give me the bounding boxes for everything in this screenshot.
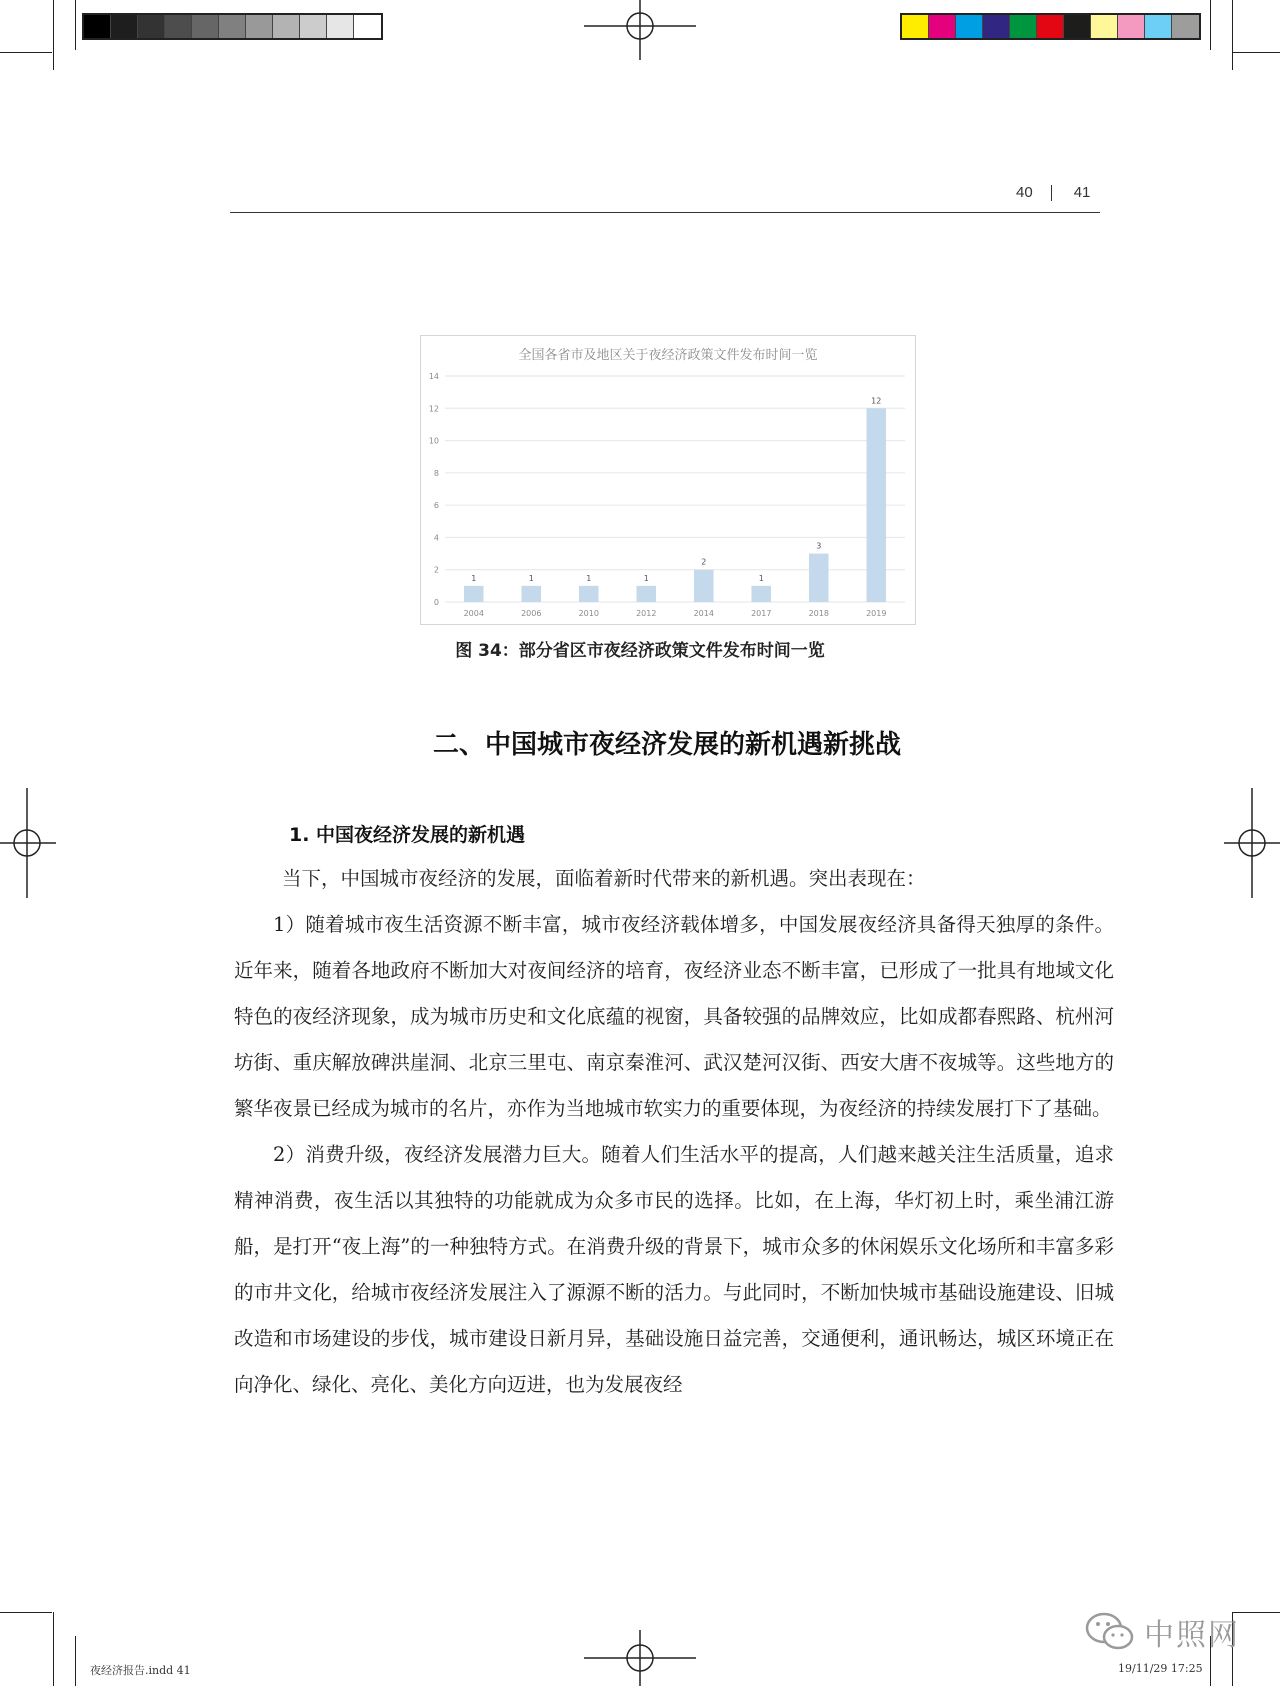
paragraph: 2）消费升级，夜经济发展潜力巨大。随着人们生活水平的提高，人们越来越关注生活质量，追求精神消费，夜生活以其独特的功能就成为众多市民的选择。比如，在上海，华灯初上时，乘坐浦江游船，是打开“夜上海”的一种独特方式。在消费升级的背景下，城市众多的休闲娱乐文化场所和丰富多彩的市井文化，给城市夜经济发展注入了源源不断的活力。与此同时，不断加快城市基础设施建设、旧城改造和市场建设的步伐，城市建设日新月异，基础设施日益完善，交通便利，通讯畅达，城区环境正在向净化、绿化、亮化、美化方向迈进，也为发展夜经 (234, 1143, 1114, 1396)
color-swatch (902, 15, 929, 38)
wechat-icon (1084, 1610, 1136, 1654)
y-tick-label: 8 (433, 468, 439, 478)
color-swatch (246, 15, 273, 38)
color-swatch (1145, 15, 1172, 38)
crop-mark (53, 0, 54, 70)
color-swatch (929, 15, 956, 38)
data-label: 1 (758, 573, 764, 583)
sub-title: 1. 中国夜经济发展的新机遇 (289, 824, 526, 846)
bar (694, 570, 714, 602)
watermark-text: 中照网 (1144, 1618, 1240, 1653)
color-swatch (1091, 15, 1118, 38)
page-number-right: 41 (1073, 184, 1091, 201)
bar-chart (420, 335, 916, 625)
data-label: 3 (816, 541, 822, 551)
color-swatch (1010, 15, 1037, 38)
y-tick-label: 14 (428, 372, 439, 381)
color-swatch (983, 15, 1010, 38)
color-swatch (273, 15, 300, 38)
footer-file-info: 夜经济报告.indd 41 (90, 1664, 191, 1677)
section-title: 二、中国城市夜经济发展的新机遇新挑战 (432, 730, 901, 760)
page-number-separator (1051, 185, 1052, 201)
crop-mark (53, 1612, 54, 1686)
y-tick-label: 0 (433, 598, 439, 607)
registration-mark-left (0, 788, 56, 898)
color-swatch (1118, 15, 1145, 38)
x-tick-label: 2012 (636, 609, 657, 618)
chart-title: 全国各省市及地区关于夜经济政策文件发布时间一览 (518, 348, 818, 363)
bar (866, 408, 886, 602)
crop-mark (1210, 0, 1211, 50)
bar (521, 586, 541, 602)
color-swatch (111, 15, 138, 38)
crop-mark (0, 1612, 52, 1613)
color-swatch (192, 15, 219, 38)
y-tick-label: 10 (428, 436, 439, 446)
crop-mark (1232, 52, 1280, 53)
gray-color-bar (82, 13, 383, 40)
header-rule (230, 212, 1100, 213)
x-tick-label: 2018 (808, 609, 829, 618)
color-swatch (165, 15, 192, 38)
figure-caption: 图 34：部分省区市夜经济政策文件发布时间一览 (455, 641, 825, 661)
x-tick-label: 2017 (751, 609, 772, 618)
color-swatch (1064, 15, 1091, 38)
x-tick-label: 2006 (521, 609, 542, 618)
watermark (1084, 1610, 1240, 1654)
color-bar (900, 13, 1201, 40)
y-tick-label: 2 (433, 565, 439, 575)
color-swatch (219, 15, 246, 38)
color-swatch (1037, 15, 1064, 38)
y-tick-label: 4 (433, 533, 439, 543)
x-tick-label: 2019 (866, 609, 887, 618)
registration-mark-top (584, 0, 696, 60)
bar (751, 586, 771, 602)
registration-mark-bottom (584, 1630, 696, 1686)
body-text (234, 856, 1114, 1408)
bar (579, 586, 599, 602)
crop-mark (75, 1636, 76, 1686)
y-tick-label: 12 (428, 404, 439, 414)
page-number-left: 40 (1016, 184, 1033, 201)
data-label: 1 (528, 573, 534, 583)
color-swatch (354, 15, 381, 38)
bar (809, 554, 829, 602)
crop-mark (0, 52, 52, 53)
color-swatch (1172, 15, 1199, 38)
bar (636, 586, 656, 602)
data-label: 1 (586, 573, 592, 583)
paragraph: 1）随着城市夜生活资源不断丰富，城市夜经济载体增多，中国发展夜经济具备得天独厚的条件。近年来，随着各地政府不断加大对夜间经济的培育，夜经济业态不断丰富，已形成了一批具有地域文化特色的夜经济现象，成为城市历史和文化底蕴的视窗，具备较强的品牌效应，比如成都春熙路、杭州河坊街、重庆解放碑洪崖洞、北京三里屯、南京秦淮河、武汉楚河汉街、西安大唐不夜城等。这些地方的繁华夜景已经成为城市的名片，亦作为当地城市软实力的重要体现，为夜经济的持续发展打下了基础。 (234, 913, 1114, 1120)
crop-mark (75, 0, 76, 50)
data-label: 1 (643, 573, 649, 583)
data-label: 1 (471, 573, 477, 583)
color-swatch (138, 15, 165, 38)
x-tick-label: 2014 (693, 609, 714, 618)
bar-chart-plot (421, 336, 915, 624)
color-swatch (956, 15, 983, 38)
color-swatch (84, 15, 111, 38)
footer-timestamp: 19/11/29 17:25 (1118, 1662, 1203, 1675)
registration-mark-right (1224, 788, 1280, 898)
color-swatch (300, 15, 327, 38)
y-tick-label: 6 (433, 501, 439, 511)
x-tick-label: 2010 (578, 609, 599, 618)
data-label: 2 (701, 557, 707, 567)
data-label: 12 (871, 396, 882, 406)
color-swatch (327, 15, 354, 38)
paragraph: 当下，中国城市夜经济的发展，面临着新时代带来的新机遇。突出表现在： (282, 867, 926, 890)
page-numbers (1016, 184, 1090, 201)
x-tick-label: 2004 (463, 609, 484, 618)
crop-mark (1232, 0, 1233, 70)
bar (464, 586, 484, 602)
